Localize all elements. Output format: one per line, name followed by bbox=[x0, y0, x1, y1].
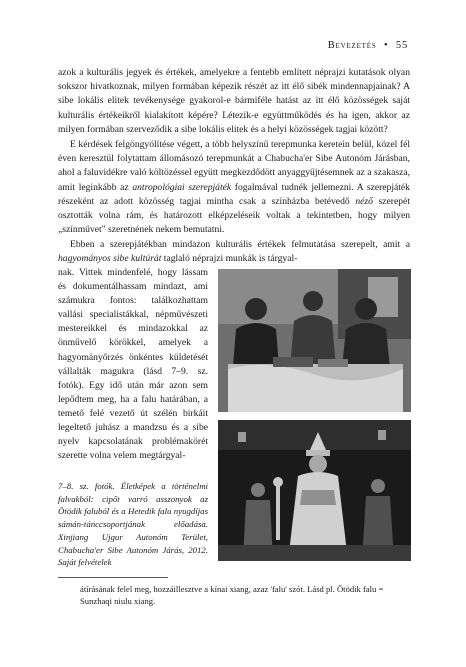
running-header bbox=[328, 40, 408, 51]
para3-text-b: taglaló néprajzi munkák is tárgyal- bbox=[161, 253, 298, 265]
footnote-divider bbox=[58, 577, 168, 578]
para3-text-a: Ebben a szerepjátékban mindazon kulturális értékek felmutatása szerepelt, amit a bbox=[70, 239, 410, 250]
italic-term-viewer: néző bbox=[355, 195, 373, 207]
paragraph-3-intro bbox=[58, 238, 410, 266]
para2-text-b: fogalmával tudnék jellemezni. A szerepjáték részeként az adott közösség tagjai mintha csak a színházba betévedő bbox=[58, 181, 410, 207]
para2-text-a: E kérdések felgöngyölítése végett, a több helyszínű terepmunka keretein belül, közel fél éven keresztül folytattam állomásozó terepmunkát a Chabucha'er Sibe Autonóm Járásban, ahol a faluvidékre való költözéssel együtt megkezdődött anyaggyűjtésemnek az a szakasza, amit leginkább az bbox=[58, 139, 410, 193]
header-separator: • bbox=[383, 40, 389, 51]
page-number: 55 bbox=[395, 40, 408, 51]
section-title: Bevezetés bbox=[327, 40, 377, 51]
para2-text-c: szerepét osztották volna rám, és határozott elképzeléseik voltak a tekintetben, hogy milyen „színművet" szeretnének nekem bemutatni. bbox=[58, 195, 410, 236]
footnote: átírásának felel meg, hozzáillesztve a kínai xiang, azaz 'falu' szót. Lásd pl. Ötödik falu = Sunzhaqi niulu xiang. bbox=[80, 584, 384, 606]
italic-term-traditional-culture: hagyományos sibe kultúrát bbox=[58, 253, 162, 265]
paragraph-1: azok a kulturális jegyek és értékek, amelyekre a fentebb említett néprajzi kutatások olyan sokszor hivatkoznak, milyen formában képezik részét az itt élő sibék mindennapjainak? A sibe lokális elitek tevékenysége gyakorol-e bármiféle hatást az itt élő közösségek saját kulturális értékeikről kialakított képére? Létezik-e együttműködés és ha igen, akkor az milyen formában szerveződik a sibe lokális elitek és a helyi közösségek tagjai között? bbox=[58, 67, 410, 135]
photo-caption: 7–8. sz. fotók. Életképek a történelmi falvakból: cipőt varró asszonyok az Ötödik faluból és a Hetedik falu nyugdíjas sámán-tánccsoportjának előadása. Xinjiang Ujgur Autonóm Terület, Chabucha'er Sibe Autonóm Járás, 2012. Saját felvételek bbox=[58, 481, 208, 568]
paragraph-3-continued: nak. Vittek mindenfelé, hogy lássam és dokumentálhassam mindazt, ami számukra fontos: találkozhattam vallási specialistákkal, népművészeti mestereikkel és mindazokkal az önművelő körökkel, amelyek a hagyományőrzés önkéntes küldetését vállalták magukra (lásd 7–9. sz. fotók). Egy idő után már azon sem lepődtem meg, ha a falu határában, a temető felé vezető út szélén birkáit legeltető juhász a mandzsu és a sibe nyelv kapcsolatának problémakörét szerette volna velem megtárgyal- bbox=[58, 267, 208, 462]
paragraph-2 bbox=[58, 138, 410, 237]
photo-women-sewing bbox=[218, 269, 411, 412]
photo-shaman-dance bbox=[218, 420, 411, 561]
italic-term-role-play: antropológiai szerepjáték bbox=[132, 181, 232, 193]
